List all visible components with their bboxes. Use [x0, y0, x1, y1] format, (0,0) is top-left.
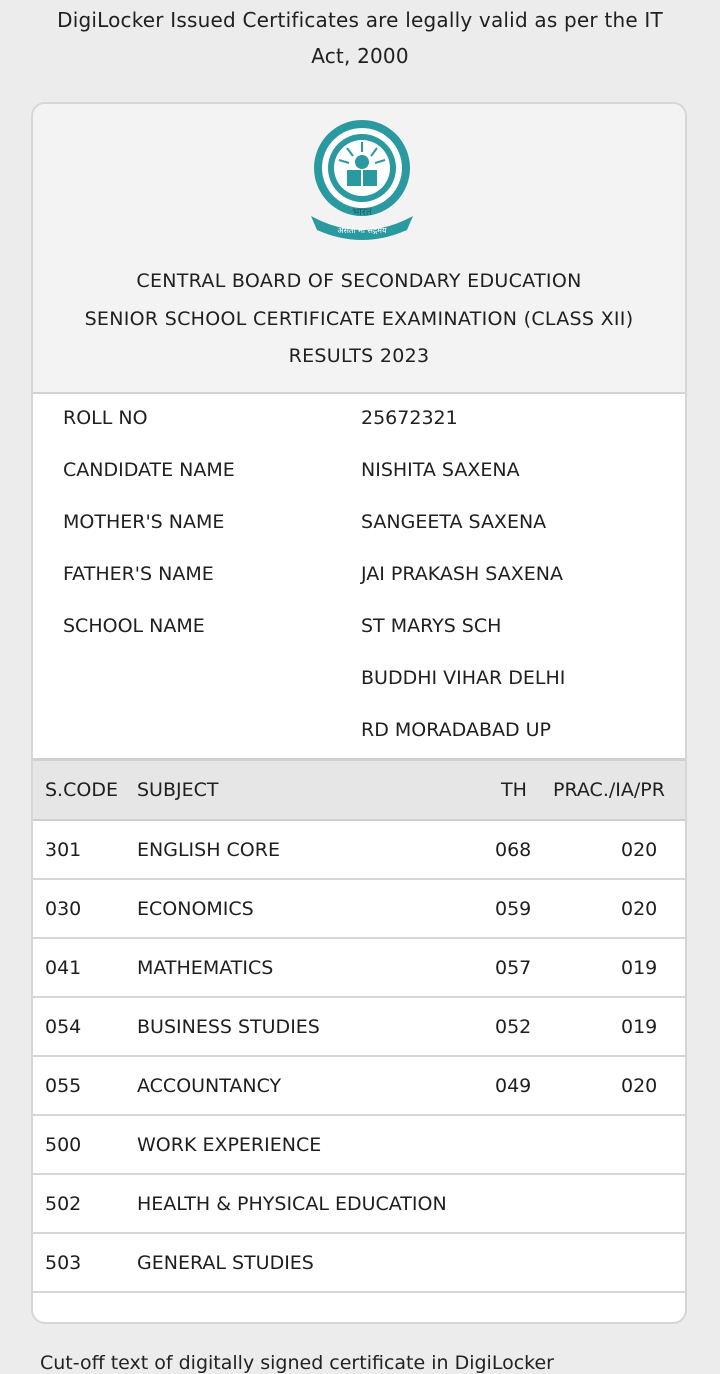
legal-notice-line1: DigiLocker Issued Certificates are legally valid as per the IT [57, 8, 663, 32]
card-header [33, 104, 685, 394]
school-name-line1: ST MARYS SCH [361, 615, 502, 637]
exam-name: SENIOR SCHOOL CERTIFICATE EXAMINATION (CLASS XII) [84, 308, 634, 330]
row-code: 502 [45, 1192, 82, 1215]
row-subject: ACCOUNTANCY [137, 1074, 282, 1097]
school-name-row [63, 615, 663, 655]
row-practical: 020 [621, 897, 658, 920]
board-name: CENTRAL BOARD OF SECONDARY EDUCATION [136, 270, 582, 292]
table-row [33, 1234, 687, 1293]
row-code: 301 [45, 838, 82, 861]
school-name-line2: BUDDHI VIHAR DELHI [361, 667, 566, 689]
father-name-value: JAI PRAKASH SAXENA [361, 563, 563, 585]
row-practical: 020 [621, 1074, 658, 1097]
row-subject: GENERAL STUDIES [137, 1251, 314, 1274]
results-year: RESULTS 2023 [288, 345, 430, 367]
mother-name-label: MOTHER'S NAME [63, 511, 225, 533]
table-row [33, 880, 687, 939]
roll-value: 25672321 [361, 407, 458, 429]
row-subject: HEALTH & PHYSICAL EDUCATION [137, 1192, 447, 1215]
table-row [33, 1116, 687, 1175]
row-code: 054 [45, 1015, 82, 1038]
school-name-line3: RD MORADABAD UP [361, 719, 552, 741]
mother-name-row [63, 511, 663, 551]
row-practical: 020 [621, 838, 658, 861]
school-address-row-1 [63, 667, 663, 707]
row-theory: 057 [495, 956, 532, 979]
row-theory: 059 [495, 897, 532, 920]
row-subject: BUSINESS STUDIES [137, 1015, 320, 1038]
candidate-name-row [63, 459, 663, 499]
roll-row [63, 407, 663, 447]
row-subject: WORK EXPERIENCE [137, 1133, 322, 1156]
cbse-emblem-icon [307, 118, 417, 242]
row-code: 030 [45, 897, 82, 920]
roll-label: ROLL NO [63, 407, 148, 429]
header-code: S.CODE [45, 779, 118, 801]
table-row [33, 821, 687, 880]
emblem-text: भारत [352, 207, 372, 218]
row-subject: ENGLISH CORE [137, 838, 280, 861]
row-practical: 019 [621, 956, 658, 979]
row-theory: 049 [495, 1074, 532, 1097]
result-card [31, 102, 687, 1324]
row-theory: 052 [495, 1015, 532, 1038]
row-subject: ECONOMICS [137, 897, 254, 920]
header-theory: TH [501, 779, 527, 801]
school-address-row-2 [63, 719, 663, 759]
candidate-name-label: CANDIDATE NAME [63, 459, 235, 481]
marks-table [33, 758, 687, 1293]
row-code: 055 [45, 1074, 82, 1097]
row-code: 500 [45, 1133, 82, 1156]
legal-notice [40, 2, 680, 74]
header-subject: SUBJECT [137, 779, 219, 801]
row-subject: MATHEMATICS [137, 956, 274, 979]
header-practical: PRAC./IA/PR [553, 779, 665, 801]
table-row [33, 1175, 687, 1234]
table-header [33, 761, 687, 821]
emblem-motto: असतो मा सद्गमय [337, 226, 387, 235]
table-row [33, 998, 687, 1057]
candidate-name-value: NISHITA SAXENA [361, 459, 520, 481]
school-name-label: SCHOOL NAME [63, 615, 205, 637]
row-practical: 019 [621, 1015, 658, 1038]
footer-text: Cut-off text of digitally signed certificate in DigiLocker [40, 1352, 554, 1374]
row-code: 503 [45, 1251, 82, 1274]
row-code: 041 [45, 956, 82, 979]
table-row [33, 939, 687, 998]
mother-name-value: SANGEETA SAXENA [361, 511, 547, 533]
father-name-row [63, 563, 663, 603]
table-row [33, 1057, 687, 1116]
legal-notice-line2: Act, 2000 [311, 44, 409, 68]
row-theory: 068 [495, 838, 532, 861]
father-name-label: FATHER'S NAME [63, 563, 214, 585]
